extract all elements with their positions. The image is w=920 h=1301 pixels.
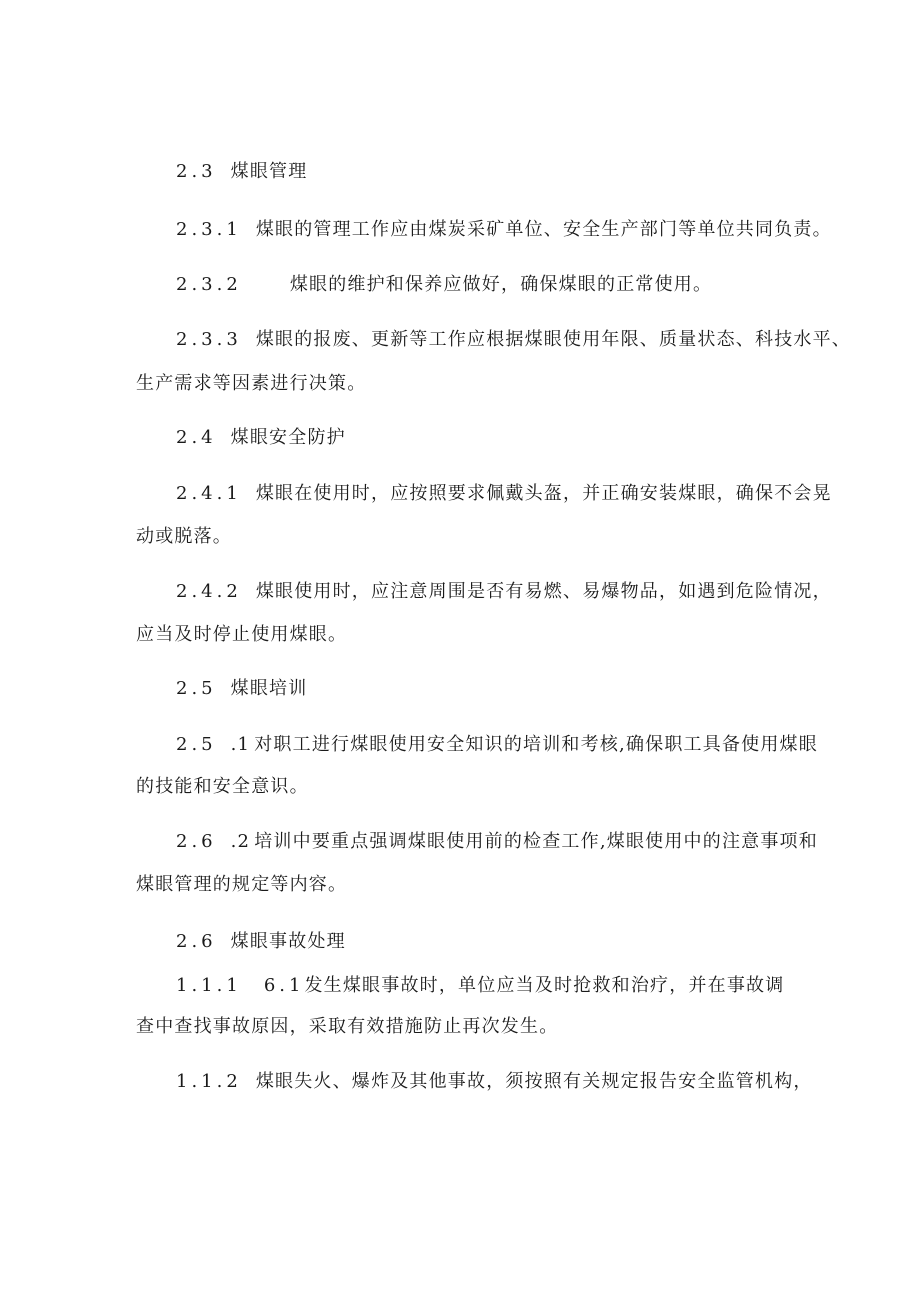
section-title: 煤眼管理 xyxy=(230,161,308,182)
clause-text: 煤眼的维护和保养应做好，确保煤眼的正常使用。 xyxy=(289,274,713,295)
clause-number: 2.3.1 xyxy=(176,219,242,240)
clause-continuation: 煤眼管理的规定等内容。 xyxy=(136,874,348,895)
clause-number: 2.3.3 xyxy=(176,329,242,350)
section-number: 2.4 xyxy=(176,427,217,448)
section-title: 煤眼事故处理 xyxy=(230,931,346,952)
section-heading xyxy=(176,160,307,184)
clause-number: 1.1.1 xyxy=(176,975,242,996)
clause-continuation: 应当及时停止使用煤眼。 xyxy=(136,624,348,645)
section-title: 煤眼安全防护 xyxy=(230,427,346,448)
clause-number: 1.1.2 xyxy=(176,1071,242,1092)
clause-text: 煤眼使用时，应注意周围是否有易燃、易爆物品，如遇到危险情况， xyxy=(255,581,832,602)
section-number: 2.3 xyxy=(176,161,217,182)
section-number: 2.6 xyxy=(176,931,217,952)
section-number: 2.5 xyxy=(176,678,217,699)
clause-number: 2.6 xyxy=(176,831,217,852)
clause-continuation: 生产需求等因素进行决策。 xyxy=(136,373,367,394)
clause-number: 2.3.2 xyxy=(176,274,242,295)
clause-line xyxy=(176,328,851,352)
clause-number: 2.4.2 xyxy=(176,581,242,602)
section-heading xyxy=(176,677,307,701)
clause-subnumber: .1 xyxy=(230,734,251,755)
clause-line xyxy=(176,580,832,604)
clause-text: 培训中要重点强调煤眼使用前的检查工作,煤眼使用中的注意事项和 xyxy=(254,831,818,852)
section-title: 煤眼培训 xyxy=(230,678,308,699)
clause-line xyxy=(176,273,712,297)
clause-line xyxy=(176,218,832,242)
clause-continuation: 动或脱落。 xyxy=(136,526,232,547)
clause-continuation: 查中查找事故原因，采取有效措施防止再次发生。 xyxy=(136,1016,559,1037)
clause-line xyxy=(176,482,832,506)
clause-subnumber: 6.1 xyxy=(263,975,305,996)
clause-subnumber: .2 xyxy=(230,831,251,852)
clause-text: 煤眼失火、爆炸及其他事故，须按照有关规定报告安全监管机构， xyxy=(255,1071,813,1092)
clause-line xyxy=(176,733,818,757)
section-heading xyxy=(176,426,346,450)
clause-line xyxy=(176,1070,813,1094)
clause-number: 2.5 xyxy=(176,734,217,755)
clause-text: 对职工进行煤眼使用安全知识的培训和考核,确保职工具备使用煤眼 xyxy=(254,734,818,755)
clause-line xyxy=(176,830,818,854)
clause-text: 发生煤眼事故时，单位应当及时抢救和治疗，并在事故调 xyxy=(304,975,785,996)
clause-line xyxy=(176,974,784,998)
clause-continuation: 的技能和安全意识。 xyxy=(136,776,309,797)
clause-number: 2.4.1 xyxy=(176,483,242,504)
clause-text: 煤眼在使用时，应按照要求佩戴头盔，并正确安装煤眼，确保不会晃 xyxy=(255,483,832,504)
section-heading xyxy=(176,930,346,954)
clause-text: 煤眼的管理工作应由煤炭采矿单位、安全生产部门等单位共同负责。 xyxy=(255,219,832,240)
clause-text: 煤眼的报废、更新等工作应根据煤眼使用年限、质量状态、科技水平、 xyxy=(255,329,852,350)
